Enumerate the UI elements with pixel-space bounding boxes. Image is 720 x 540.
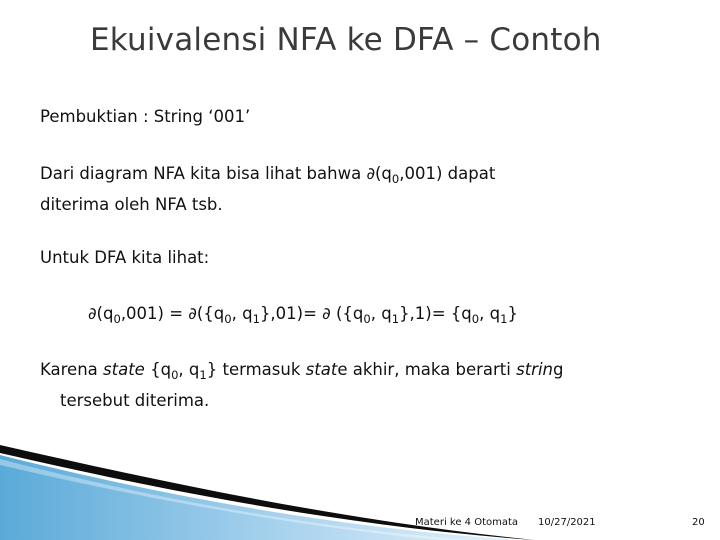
footer-source: Materi ke 4 Otomata [415,517,519,528]
transition-equation [88,301,518,332]
nfa-statement [40,161,495,217]
equation-text: , q [479,304,501,323]
subscript: 0 [224,312,232,327]
conclusion-italic: stat [305,360,338,379]
nfa-statement-line2: diterima oleh NFA tsb. [40,195,223,215]
conclusion-italic: strin [516,360,554,379]
subscript: 0 [113,312,121,327]
equation-text: ,001) = ∂({q [120,304,225,323]
subscript: 1 [391,312,400,327]
footer-date: 10/27/2021 [538,517,596,528]
conclusion-text: g [553,360,564,379]
equation-text: } [507,304,518,323]
dfa-heading: Untuk DFA kita lihat: [40,248,210,267]
equation-text: },1)= {q [399,304,472,323]
conclusion-text: Karena [40,360,104,379]
conclusion [40,357,564,413]
nfa-statement-text: ,001) dapat [399,164,496,183]
equation-text: , q [231,304,253,323]
conclusion-text: {q [144,360,172,379]
conclusion-line2: tersebut diterima. [60,391,210,411]
subscript: 0 [391,172,400,187]
conclusion-italic: state [103,360,145,379]
subscript: 0 [363,312,371,327]
equation-text: },01)= ∂ ({q [259,304,364,323]
subscript: 1 [199,368,207,383]
proof-heading: Pembuktian : String ‘001’ [40,107,251,126]
conclusion-text: e akhir, maka berarti [337,360,517,379]
subscript: 1 [252,312,260,327]
footer-page-number: 20 [692,517,705,528]
conclusion-text: } termasuk [206,360,306,379]
equation-text: , q [370,304,392,323]
decorative-swoosh [0,445,720,540]
subscript: 0 [471,312,480,327]
slide-title: Ekuivalensi NFA ke DFA – Contoh [90,22,602,58]
subscript: 1 [500,312,508,327]
nfa-statement-text: Dari diagram NFA kita bisa lihat bahwa ∂(q [40,164,392,183]
equation-text: ∂(q [88,304,114,323]
conclusion-text: , q [178,360,200,379]
subscript: 0 [171,368,179,383]
